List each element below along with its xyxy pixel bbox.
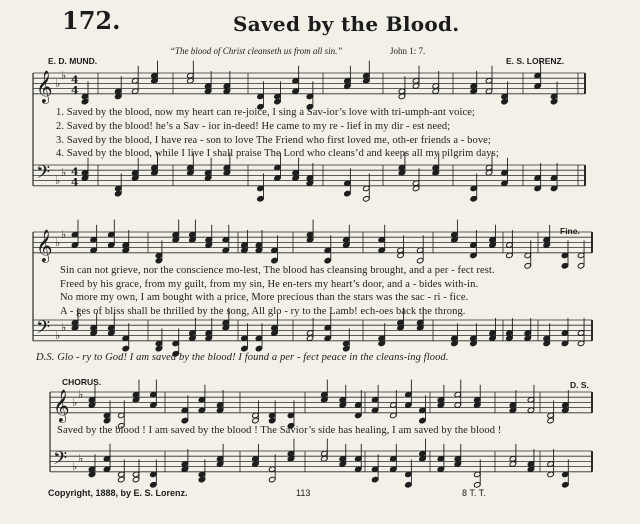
- copyright-notice: Copyright, 1888, by E. S. Lorenz.: [48, 488, 188, 498]
- time-signature: 4: [71, 175, 79, 189]
- treble-clef-icon: 𝄞: [36, 228, 53, 262]
- flat-icon: ♭: [55, 174, 61, 187]
- meter-marking: 8 T. T.: [462, 488, 486, 498]
- verse-4-line-2: A - ges of bliss shall be thrilled by the song, All glo - ry to the Lamb! ech-oes back the throng.: [60, 306, 466, 317]
- time-signature: 4: [71, 73, 79, 87]
- hymn-title: Saved by the Blood.: [233, 12, 460, 36]
- bass-clef-icon: 𝄢: [53, 448, 68, 474]
- ds-refrain-line: D.S. Glo - ry to God! I am saved by the blood! I found a per - fect peace in the cleans-ing flood.: [36, 352, 449, 363]
- composer-credit: E. S. LORENZ.: [506, 56, 565, 66]
- flat-icon: ♭: [55, 76, 61, 90]
- verse-2-line-2: Freed by his grace, from my guilt, from my sin, He en-ters my heart’s door, and a - bides with-in.: [60, 279, 479, 290]
- bass-clef-icon: 𝄢: [36, 162, 51, 188]
- verse-2-line-1: 2. Saved by the blood! he’s a Sav - ior in-deed! He came to my re - lief in my dir - est need;: [56, 121, 451, 132]
- verse-3-line-1: 3. Saved by the blood, I have rea - son to love The Friend who first loved me, oth-er friends a - bove;: [56, 135, 491, 146]
- flat-icon: ♭: [78, 388, 84, 401]
- flat-icon: ♭: [61, 321, 67, 335]
- flat-icon: ♭: [61, 69, 67, 82]
- scripture-reference: John 1: 7.: [390, 46, 426, 56]
- treble-clef-icon: 𝄞: [53, 388, 70, 422]
- verse-1-line-2: Sin can not grieve, nor the conscience mo-lest, The blood has cleansing brought, and a per - fect rest.: [60, 265, 495, 276]
- hymn-number: 172.: [62, 6, 121, 35]
- time-signature: 4: [71, 83, 79, 97]
- verse-4-line-1: 4. Saved by the blood, while I live I shall praise The Lord who cleans’d and keeps all my pilgrim days;: [56, 148, 499, 159]
- flat-icon: ♭: [72, 395, 78, 409]
- flat-icon: ♭: [72, 460, 78, 473]
- flat-icon: ♭: [55, 235, 61, 249]
- flat-icon: ♭: [55, 329, 61, 342]
- flat-icon: ♭: [61, 228, 67, 241]
- treble-clef-icon: 𝄞: [36, 69, 53, 103]
- flat-icon: ♭: [61, 166, 67, 180]
- epigraph: “The blood of Christ cleanseth us from all sin.”: [170, 46, 343, 56]
- verse-3-line-2: No more my own, I am bought with a price, More precious than the stars was the sac - ri - fice.: [60, 292, 469, 303]
- page-number: 113: [296, 488, 311, 498]
- bass-clef-icon: 𝄢: [36, 317, 51, 343]
- chorus-label: CHORUS.: [62, 377, 102, 387]
- flat-icon: ♭: [78, 452, 84, 466]
- verse-1-line-1: 1. Saved by the blood, now my heart can re-joice, I sing a Sav-ior’s love with tri-umph-ant voice;: [56, 107, 476, 118]
- author-credit: E. D. MUND.: [48, 56, 98, 66]
- time-signature: 4: [71, 165, 79, 179]
- ds-marking: D. S.: [570, 380, 589, 390]
- fine-marking: Fine.: [560, 226, 580, 236]
- chorus-lyrics: Saved by the blood ! I am saved by the blood ! The Savior’s side has healing, I am saved by the blood !: [57, 425, 502, 436]
